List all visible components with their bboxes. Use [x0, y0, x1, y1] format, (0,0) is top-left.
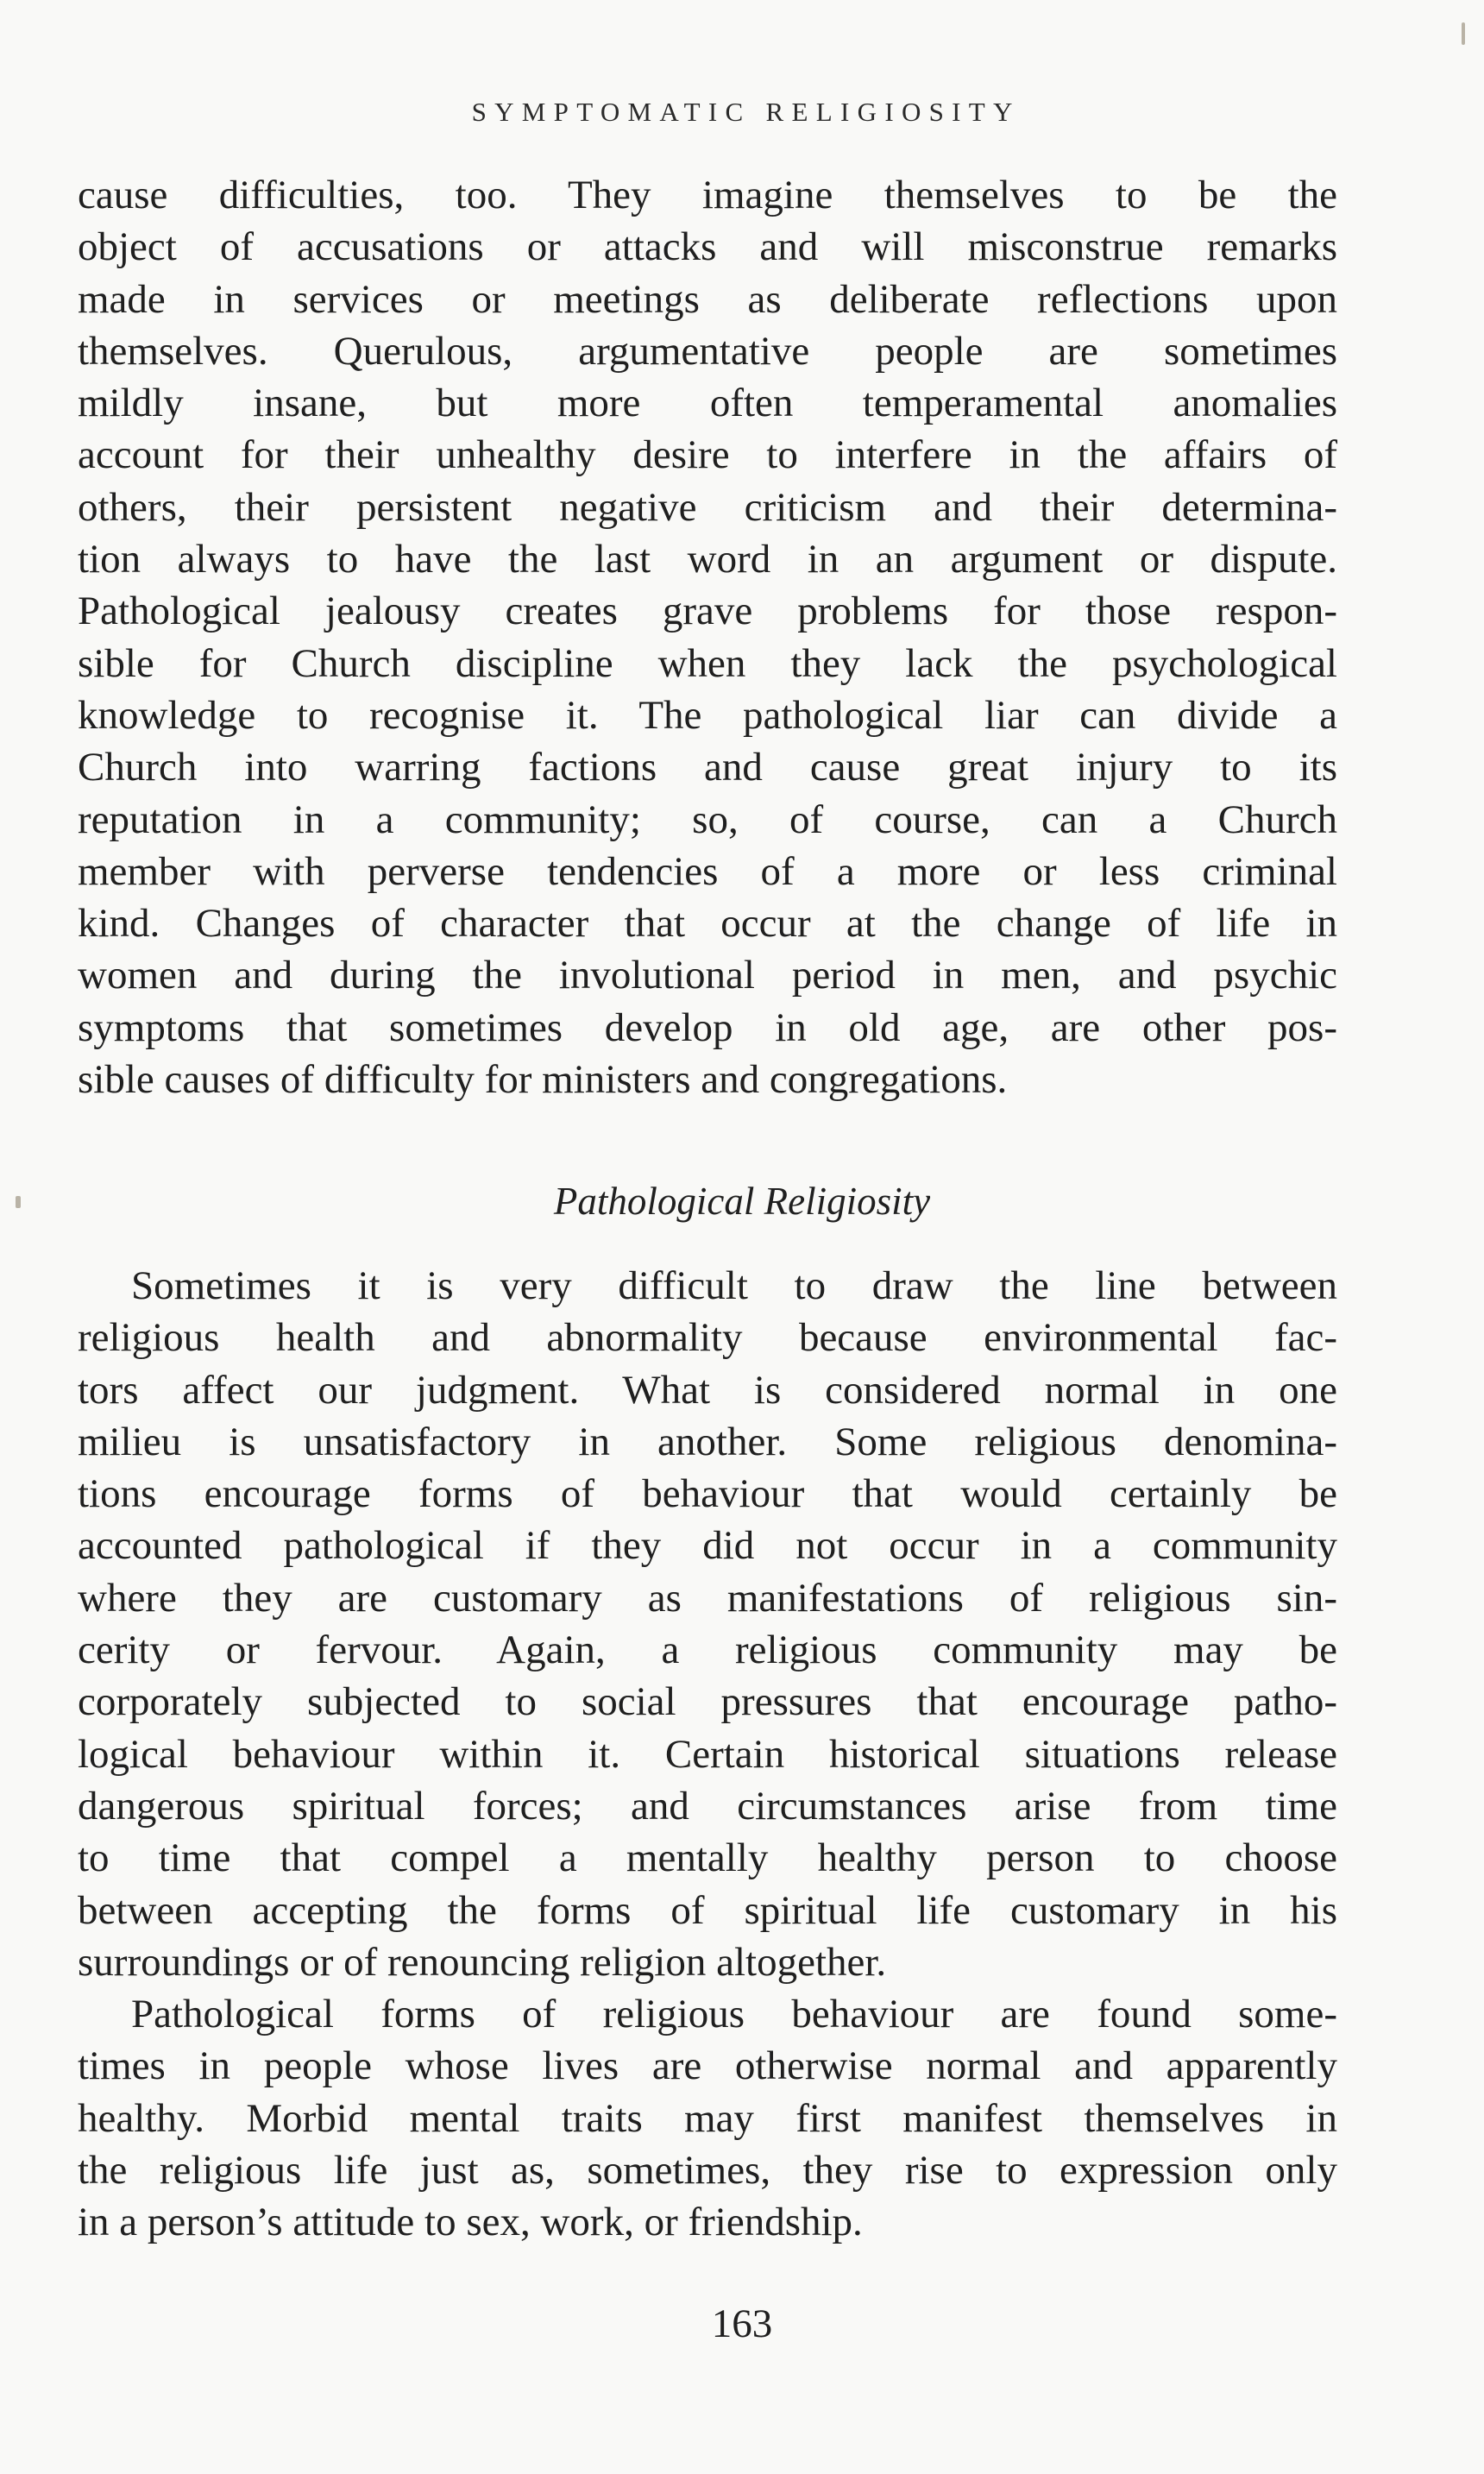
paragraph-1 — [78, 169, 1337, 1105]
text-line: kind. Changes of character that occur at the change of life in — [78, 901, 1337, 947]
text-line: accounted pathological if they did not occur in a community — [78, 1523, 1337, 1569]
text-line: corporately subjected to social pressures that encourage patho- — [78, 1679, 1337, 1725]
text-line: Sometimes it is very difficult to draw the line between — [131, 1263, 1337, 1308]
text-line: surroundings or of renouncing religion altogether. — [78, 1939, 887, 1985]
text-line: Pathological forms of religious behaviour are found some- — [131, 1992, 1337, 2037]
text-line: logical behaviour within it. Certain historical situations release — [78, 1731, 1337, 1777]
text-line: religious health and abnormality because environmental fac- — [78, 1315, 1337, 1361]
text-line: women and during the involutional period in men, and psychic — [78, 953, 1337, 998]
text-line: cause difficulties, too. They imagine themselves to be the — [78, 173, 1337, 217]
text-line: reputation in a community; so, of course, can a Church — [78, 796, 1337, 842]
text-line: milieu is unsatisfactory in another. Some religious denomina- — [78, 1419, 1337, 1464]
text-line: the religious life just as, sometimes, they rise to expression only — [78, 2148, 1337, 2194]
text-line: to time that compel a mentally healthy person to choose — [78, 1835, 1337, 1881]
text-line: where they are customary as manifestations of religious sin- — [78, 1575, 1337, 1621]
text-line: sible for Church discipline when they lack the psychological — [78, 640, 1337, 686]
text-line: themselves. Querulous, argumentative people are sometimes — [78, 328, 1337, 374]
page-number: 163 — [711, 2301, 773, 2346]
margin-speck — [1462, 22, 1465, 45]
text-line: member with perverse tendencies of a more or less criminal — [78, 848, 1337, 894]
text-line: tors affect our judgment. What is considered normal in one — [78, 1367, 1337, 1413]
text-line: Church into warring factions and cause great injury to its — [78, 745, 1337, 790]
text-line: in a person’s attitude to sex, work, or friendship. — [78, 2200, 863, 2245]
text-line: dangerous spiritual forces; and circumstances arise from time — [78, 1783, 1337, 1829]
text-line: sible causes of difficulty for ministers and congregations. — [78, 1057, 1008, 1103]
text-line: object of accusations or attacks and will misconstrue remarks — [78, 224, 1337, 270]
text-line: Pathological jealousy creates grave problems for those respon- — [78, 589, 1337, 634]
text-line: symptoms that sometimes develop in old age, are other pos- — [78, 1004, 1337, 1050]
text-line: mildly insane, but more often temperamental anomalies — [78, 381, 1337, 426]
paragraph-2-3 — [78, 1260, 1337, 2249]
text-line: between accepting the forms of spiritual life customary in his — [78, 1887, 1337, 1933]
section-heading: Pathological Religiosity — [553, 1180, 931, 1223]
text-line: tion always to have the last word in an argument or dispute. — [78, 537, 1337, 582]
text-line: times in people whose lives are otherwise normal and apparently — [78, 2043, 1337, 2089]
text-line: tions encourage forms of behaviour that would certainly be — [78, 1471, 1337, 1517]
running-head: SYMPTOMATIC RELIGIOSITY — [471, 97, 1021, 127]
text-line: cerity or fervour. Again, a religious community may be — [78, 1627, 1337, 1673]
margin-speck — [16, 1196, 21, 1208]
text-line: healthy. Morbid mental traits may first manifest themselves in — [78, 2095, 1337, 2141]
text-line: others, their persistent negative criticism and their determina- — [78, 484, 1337, 530]
text-line: knowledge to recognise it. The pathological liar can divide a — [78, 692, 1337, 738]
text-line: made in services or meetings as deliberate reflections upon — [78, 276, 1337, 322]
text-line: account for their unhealthy desire to interfere in the affairs of — [78, 432, 1337, 478]
